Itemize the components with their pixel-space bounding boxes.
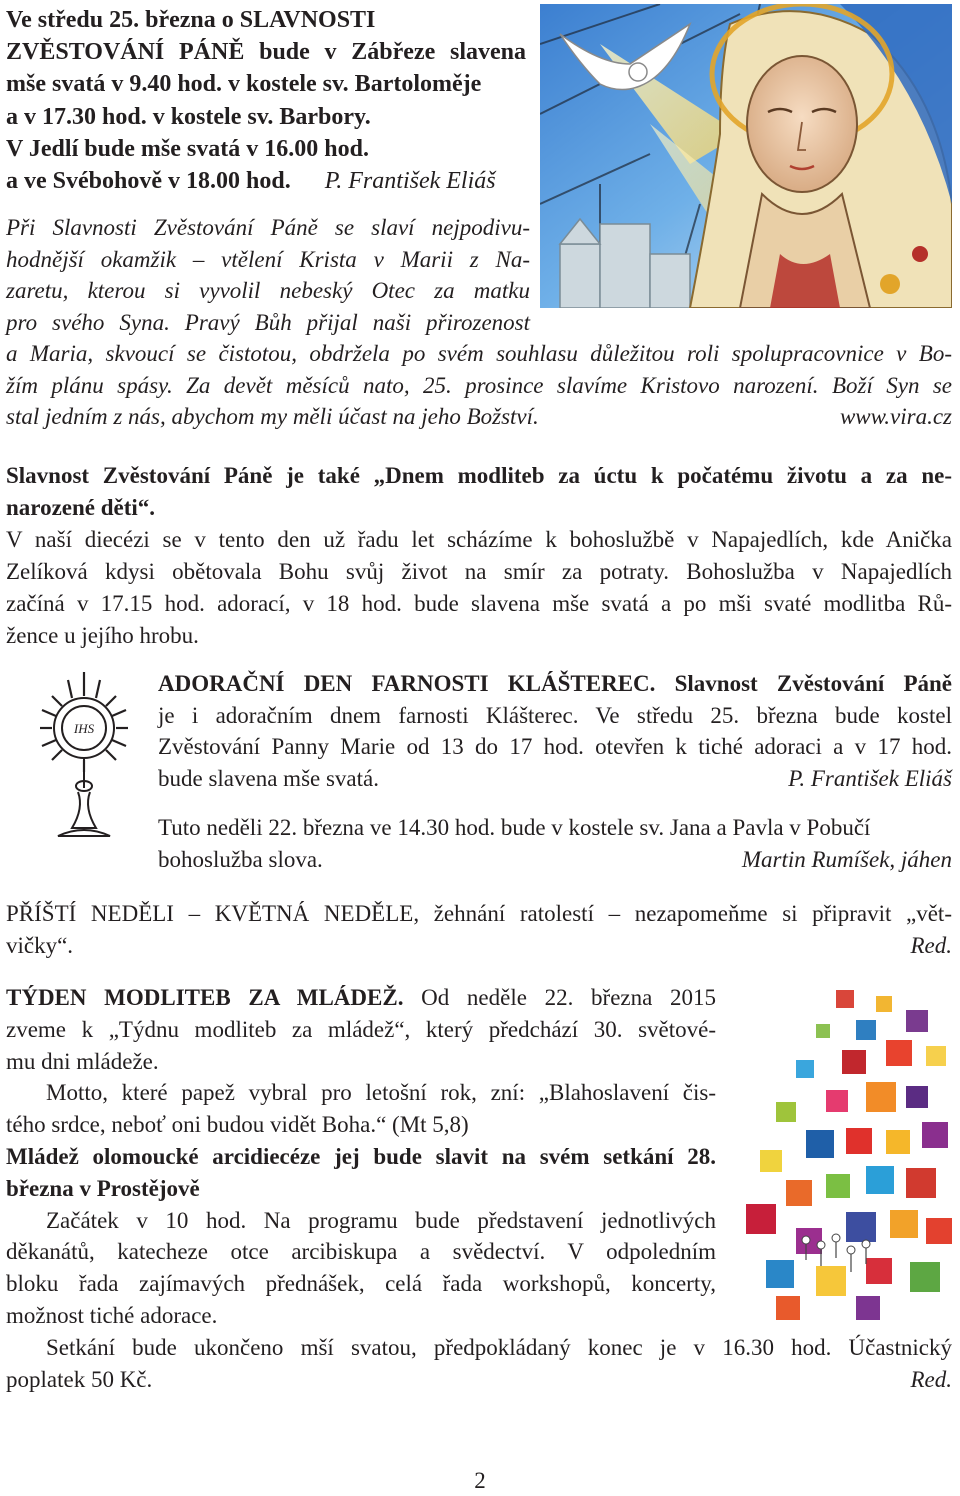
text-line: děkanátů, katecheze otce arcibiskupa a svědectví. V odpoledním	[6, 1239, 716, 1265]
text-line: bohoslužba slova.	[158, 846, 323, 872]
youth-week-mosaic-image	[746, 990, 956, 1320]
monstrance-monogram: IHS	[73, 721, 95, 736]
text-line: pro svého Syna. Pravý Bůh přijal naši přirozenost	[6, 309, 530, 335]
signature: Red.	[910, 933, 952, 958]
section-title: Slavnost Zvěstování Páně je také „Dnem modliteb za úctu k počatému životu a za ne-	[6, 463, 952, 488]
section-heading: ADORAČNÍ DEN FARNOSTI KLÁŠTEREC.	[158, 671, 656, 696]
text-line: a Maria, skvoucí se čistotou, obdržela po svém souhlasu důležitou roli spolupracovnice v Bo-	[6, 341, 952, 366]
text-line: Začátek v 10 hod. Na programu bude představení jednotlivých	[46, 1207, 716, 1233]
text-line: Zelíková kdysi obětovala Bohu svůj život na smír za potraty. Bohoslužba v Napajedlích	[6, 559, 952, 584]
text-line: Zvěstování Panny Marie od 13 do 17 hod. otevřen k tiché adoraci a v 17 hod.	[158, 734, 952, 759]
text-line: možnost tiché adorace.	[6, 1302, 218, 1328]
text-line: začíná v 17.15 hod. adorací, v 18 hod. bude slavena mše svatá a po mši svaté modlitba Rů-	[6, 591, 952, 616]
section-heading: TÝDEN MODLITEB ZA MLÁDEŽ.	[6, 985, 404, 1010]
text-line: bloku řada zajímavých přednášek, celá řada workshopů, koncerty,	[6, 1271, 716, 1297]
mass-schedule-announcement	[6, 4, 530, 197]
section-heading-rest: Od neděle 22. března 2015	[421, 985, 717, 1010]
text-line: žím plánu spásy. Za devět měsíců nato, 25. prosince slavíme Kristovo narození. Boží Syn se	[6, 372, 952, 398]
palm-sunday-section	[6, 898, 952, 962]
text-line: tého srdce, neboť oni budou vidět Boha.“ (Mt 5,8)	[6, 1112, 469, 1138]
source-link-text: www.vira.cz	[839, 404, 952, 429]
signature: Martin Rumíšek, jáhen	[741, 846, 952, 872]
section-title: narozené děti“.	[6, 495, 156, 520]
text-line: a v 17.30 hod. v kostele sv. Barbory.	[6, 103, 371, 130]
text-line: Ve středu 25. března o SLAVNOSTI	[6, 7, 376, 33]
text-line: Setkání bude ukončeno mší svatou, předpokládaný konec je v 16.30 hod. Účastnický	[46, 1334, 952, 1360]
text-line: Tuto neděli 22. března ve 14.30 hod. bude v kostele sv. Jana a Pavla v Pobučí	[158, 815, 871, 840]
text-line: V naší diecézi se v tento den už řadu let scházíme k bohoslužbě v Napajedlích, kde Anička	[6, 527, 952, 552]
text-line: zveme k „Týdnu modliteb za mládež“, který předchází 30. světové-	[6, 1016, 716, 1042]
signature: Red.	[910, 1366, 952, 1392]
text-line: mše svatá v 9.40 hod. v kostele sv. Bartoloměje	[6, 71, 482, 98]
prayer-day-section	[6, 460, 952, 652]
text-line: Motto, které papež vybral pro letošní rok, zní: „Blahoslavení čis-	[46, 1080, 716, 1106]
text-line: zaretu, kterou si vyvolil nebeský Otec za matku	[6, 278, 530, 303]
text-line: mu dni mládeže.	[6, 1048, 159, 1074]
text-line: Mládež olomoucké arcidiecéze jej bude slavit na svém setkání 28.	[6, 1143, 716, 1169]
text-line: bude slavena mše svatá.	[158, 765, 379, 791]
page-number: 2	[474, 1468, 486, 1493]
text-line: března v Prostějově	[6, 1175, 200, 1201]
text-line: je i adoračním dnem farnosti Klášterec. Ve středu 25. března bude kostel	[158, 702, 952, 728]
signature: P. František Eliáš	[324, 168, 496, 195]
text-line: stal jedním z nás, abychom my měli účast na jeho Božství.	[6, 404, 539, 429]
text-line: Při Slavnosti Zvěstování Páně se slaví nejpodivu-	[6, 215, 530, 240]
text-line: a ve Svébohově v 18.00 hod.	[6, 168, 291, 195]
monstrance-icon	[34, 668, 134, 848]
text-line: vičky“.	[6, 933, 74, 958]
adoration-section	[158, 668, 952, 794]
section-heading-rest: Slavnost Zvěstování Páně	[674, 671, 952, 696]
text-line: žence u jejího hrobu.	[6, 623, 199, 648]
text-line: V Jedlí bude mše svatá v 16.00 hod.	[6, 135, 369, 162]
pobuci-section	[158, 812, 952, 875]
text-line: PŘÍŠTÍ NEDĚLI – KVĚTNÁ NEDĚLE, žehnání ratolestí – nezapomeňme si připravit „vět-	[6, 901, 952, 926]
annunciation-paragraph	[6, 212, 952, 433]
text-line: hodnější okamžik – vtělení Krista v Marii z Na-	[6, 246, 530, 272]
text-line: poplatek 50 Kč.	[6, 1366, 153, 1392]
text-line: ZVĚSTOVÁNÍ PÁNĚ bude v Zábřeze slavena	[6, 39, 526, 66]
signature: P. František Eliáš	[788, 765, 952, 791]
